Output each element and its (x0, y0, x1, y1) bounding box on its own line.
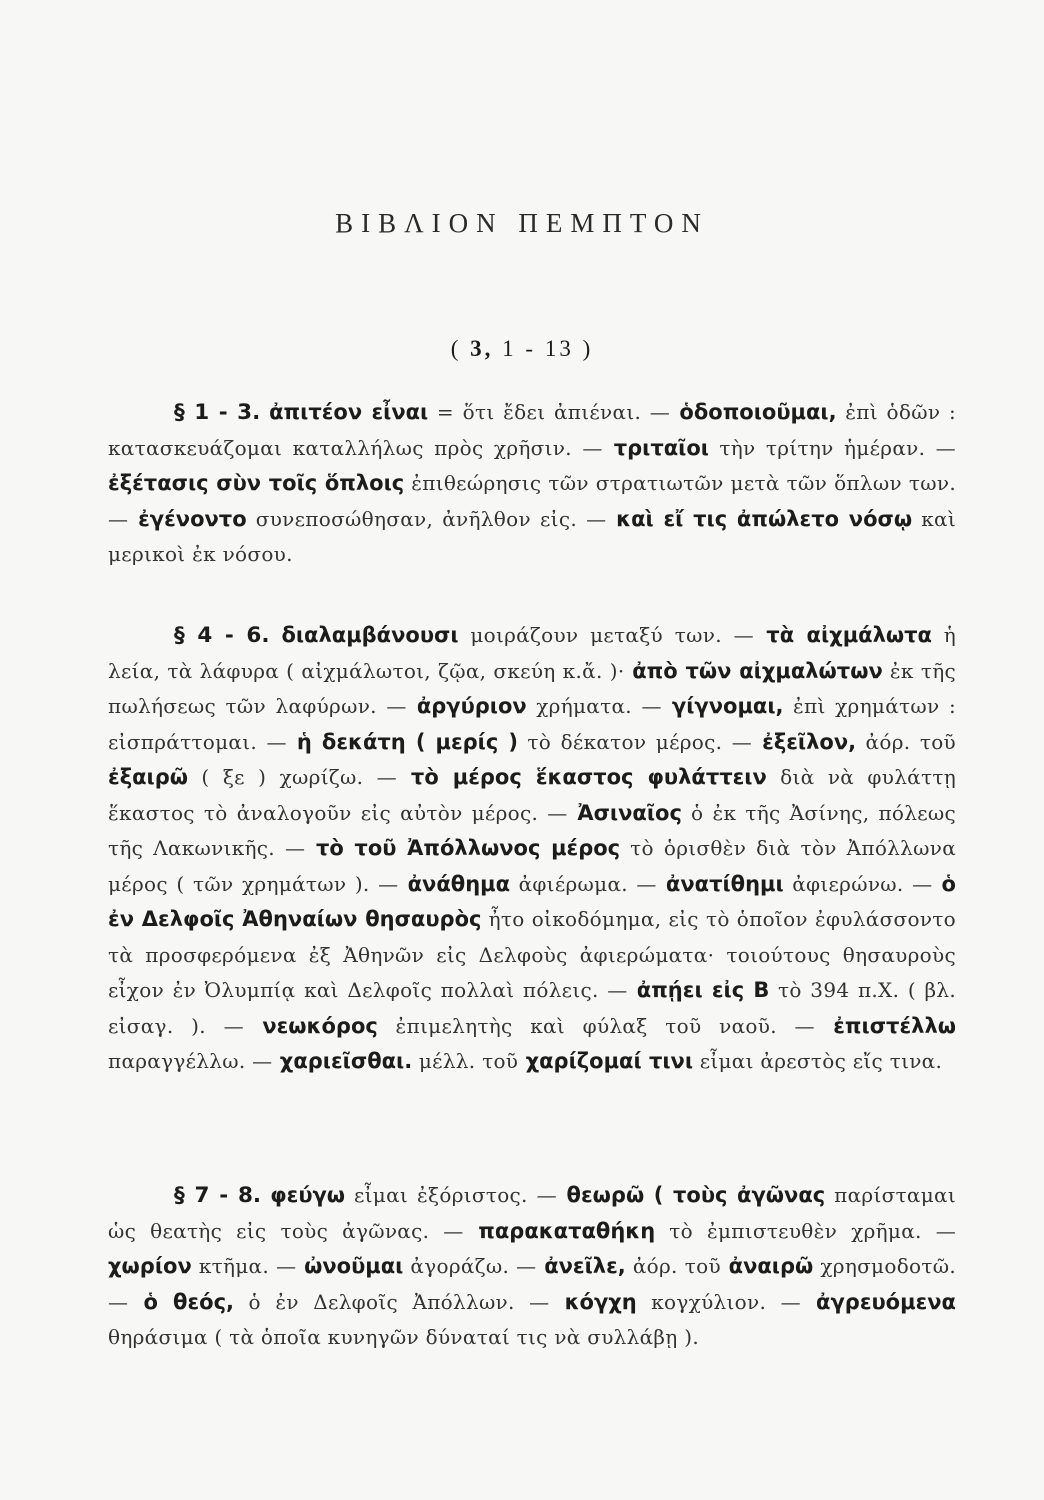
term: θεωρῶ ( τοὺς ἀγῶνας (556, 1183, 826, 1207)
term: Ἀσιναῖος (567, 800, 682, 825)
gloss: ἡ λεία, τὰ λάφυρα ( αἰχμάλωτοι, ζῷα, σκεύη κ.ἄ. )· (108, 623, 956, 683)
term: ὁδοποιοῦμαι, (670, 400, 837, 424)
term: τὸ μέρος ἕκαστος φυλάττειν (396, 765, 767, 789)
gloss: ἐπὶ ὁδῶν : κατασκευάζομαι καταλλήλως πρὸς χρῆσιν. — (108, 400, 956, 460)
gloss: ἦτο οἰκοδόμημα, εἰς τὸ ὁποῖον ἐφυλάσσοντο τὰ προσφερόμενα ἐξ Ἀθηνῶν εἰς Δελφοὺς ἀφιερώματα· τοιούτους θησαυροὺς εἶχον ἐν Ὀλυμπίᾳ καὶ Δελφοῖς πολλαὶ πόλεις. — (108, 907, 956, 1002)
gloss: παρίσταμαι ὡς θεατὴς εἰς τοὺς ἀγῶνας. — (108, 1183, 956, 1243)
gloss: θηράσιμα ( τὰ ὁποῖα κυνηγῶν δύναταί τις νὰ συλλάβῃ ). (108, 1325, 699, 1349)
term: ἀπῄει εἰς Β (627, 978, 770, 1002)
term: ἐξέτασις σὺν τοῖς ὅπλοις (108, 471, 405, 495)
term: ἀγρευόμενα (800, 1289, 956, 1314)
gloss: εἶμαι ἐξόριστος. — (345, 1183, 557, 1207)
term: ἀναιρῶ (720, 1254, 814, 1278)
section-paragraph (108, 618, 956, 1080)
term: διαλαμβάνουσι (281, 623, 459, 647)
section-ref: § 1 - 3. (174, 400, 261, 425)
gloss: ἐπὶ χρημάτων : εἰσπράττομαι. — (108, 694, 956, 754)
range-open: ( (450, 336, 462, 361)
term: ἀπιτέον εἶναι (269, 400, 429, 424)
section-7-8 (108, 1178, 956, 1356)
gloss: διὰ νὰ φυλάττῃ ἕκαστος τὸ ἀναλογοῦν εἰς αὐτὸν μέρος. — (108, 765, 956, 825)
gloss: τὸ ἐμπιστευθὲν χρῆμα. — (655, 1218, 957, 1243)
gloss: ἀγοράζω. — (403, 1254, 537, 1278)
term: ἀπὸ τῶν αἰχμαλώτων (624, 658, 883, 683)
section-ref: § 4 - 6. (174, 623, 270, 648)
term: ἡ δεκάτη ( μερίς ) (286, 729, 518, 754)
term: ἀνεῖλε, (536, 1254, 626, 1278)
gloss: εἶμαι ἀρεστὸς εἴς τινα. (693, 1049, 943, 1073)
term: ἀνάθημα (398, 871, 511, 896)
range-number: 3, (470, 336, 494, 361)
section-ref: § 7 - 8. (174, 1183, 262, 1208)
term: ἐγένοντο (128, 506, 247, 531)
term: ὁ ἐν Δελφοῖς Ἀθηναίων θησαυρὸς (108, 871, 956, 931)
book-title: ΒΙΒΛΙΟΝ ΠΕΜΠΤΟΝ (335, 208, 709, 238)
gloss: ὁ ἐκ τῆς Ἀσίνης, πόλεως τῆς Λακωνικῆς. — (108, 800, 956, 860)
section-1-3 (108, 395, 956, 573)
chapter-range (0, 336, 1044, 362)
gloss: παραγγέλλω. — (108, 1049, 273, 1073)
term: ἐξαιρῶ (108, 765, 188, 789)
gloss: = ὅτι ἔδει ἀπιέναι. — (428, 400, 671, 424)
section-4-6 (108, 618, 956, 1080)
term: ἀνατίθημι (656, 871, 784, 896)
term: ἐξεῖλον, (752, 729, 857, 754)
term: ὁ θεός, (128, 1289, 234, 1314)
term: παρακαταθήκη (463, 1218, 656, 1243)
gloss: κτῆμα. — (191, 1254, 297, 1278)
term: ἀργύριον (406, 694, 527, 718)
gloss: ἀφιερώνω. — (783, 871, 933, 896)
gloss: ἐπιθεώρησις τῶν στρατιωτῶν μετὰ τῶν ὅπλων των. — (108, 471, 956, 531)
term: κόγχη (549, 1289, 637, 1314)
gloss: κογχύλιον. — (636, 1289, 801, 1314)
gloss: καὶ μερικοὶ ἐκ νόσου. (108, 506, 957, 566)
term: νεωκόρος (243, 1013, 378, 1038)
gloss: ὁ ἐν Δελφοῖς Ἀπόλλων. — (234, 1289, 550, 1314)
gloss: τὴν τρίτην ἡμέραν. — (708, 435, 956, 460)
range-rest: 1 - 13 ) (502, 336, 594, 361)
term: φεύγω (270, 1183, 346, 1207)
gloss: ἀφιέρωμα. — (510, 871, 657, 896)
gloss: τὸ 394 π.Χ. ( βλ. εἰσαγ. ). — (108, 978, 956, 1038)
gloss: ( ξε ) χωρίζω. — (188, 765, 397, 789)
gloss: χρησμοδοτῶ. — (108, 1254, 957, 1314)
term: γίγνομαι, (661, 694, 784, 718)
term: τὸ τοῦ Ἀπόλλωνος μέρος (305, 836, 621, 860)
gloss: μέλλ. τοῦ (412, 1049, 519, 1073)
term: ὠνοῦμαι (296, 1254, 404, 1278)
gloss: ἐκ τῆς πωλήσεως τῶν λαφύρων. — (108, 658, 956, 718)
gloss: συνεποσώθησαν, ἀνῆλθον εἰς. — (246, 506, 607, 531)
term: καὶ εἴ τις ἀπώλετο νόσῳ (606, 506, 913, 531)
gloss: μοιράζουν μεταξύ των. — (458, 623, 754, 647)
term: τριταῖοι (602, 435, 709, 460)
term: τὰ αἰχμάλωτα (753, 623, 932, 647)
term: χωρίον (108, 1254, 192, 1278)
term: χαρίζομαί τινι (518, 1049, 694, 1073)
gloss: τὸ ὁρισθὲν διὰ τὸν Ἀπόλλωνα μέρος ( τῶν χρημάτων ). — (108, 836, 957, 896)
section-paragraph (108, 395, 956, 573)
gloss: τὸ δέκατον μέρος. — (518, 729, 753, 754)
term: χαριεῖσθαι. (272, 1049, 413, 1073)
gloss: ἀόρ. τοῦ (625, 1254, 721, 1278)
gloss: ἀόρ. τοῦ (856, 729, 957, 754)
term: ἐπιστέλλω (814, 1013, 956, 1038)
gloss: ἐπιμελητὴς καὶ φύλαξ τοῦ ναοῦ. — (377, 1013, 815, 1038)
section-paragraph (108, 1178, 956, 1356)
gloss: χρήματα. — (526, 694, 662, 718)
